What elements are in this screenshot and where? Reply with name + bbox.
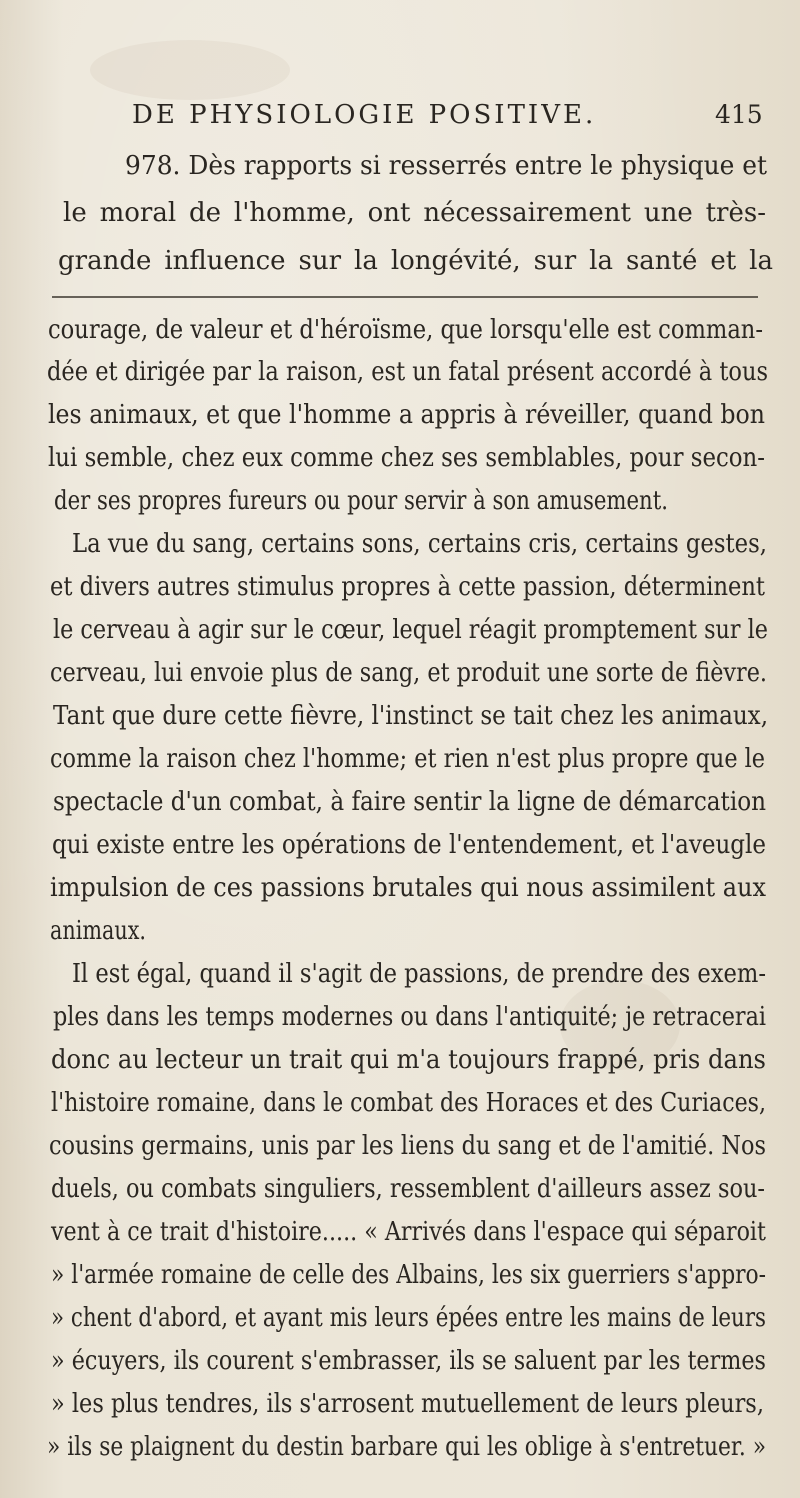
text-line: cerveau, lui envoie plus de sang, et produit une sorte de fièvre. — [50, 658, 768, 688]
text-line: impulsion de ces passions brutales qui nous assimilent aux — [50, 873, 767, 903]
text-line: le moral de l'homme, ont nécessairement une très- — [63, 198, 766, 228]
text-line: le cerveau à agir sur le cœur, lequel réagit promptement sur le — [53, 615, 768, 645]
text-line: » les plus tendres, ils s'arrosent mutuellement de leurs pleurs, — [51, 1389, 764, 1419]
running-head — [0, 100, 800, 140]
paper-stain — [90, 40, 290, 100]
text-line: courage, de valeur et d'héroïsme, que lorsqu'elle est comman- — [48, 315, 763, 345]
text-line: et divers autres stimulus propres à cette passion, déterminent — [50, 572, 766, 602]
running-head-title: DE PHYSIOLOGIE POSITIVE. — [132, 100, 597, 130]
text-line: duels, ou combats singuliers, ressemblent d'ailleurs assez sou- — [51, 1174, 765, 1204]
text-line: » ils se plaignent du destin barbare qui les oblige à s'entretuer. » — [47, 1432, 767, 1462]
text-line: ples dans les temps modernes ou dans l'antiquité; je retracerai — [53, 1002, 767, 1032]
text-line: qui existe entre les opérations de l'entendement, et l'aveugle — [52, 830, 767, 860]
text-line: cousins germains, unis par les liens du sang et de l'amitié. Nos — [49, 1131, 766, 1161]
text-line: dée et dirigée par la raison, est un fatal présent accordé à tous — [47, 357, 769, 387]
text-line: » chent d'abord, et ayant mis leurs épées entre les mains de leurs — [51, 1303, 767, 1333]
text-line: lui semble, chez eux comme chez ses semblables, pour secon- — [48, 443, 765, 473]
text-line: » écuyers, ils courent s'embrasser, ils se saluent par les termes — [51, 1346, 766, 1376]
text-line: Il est égal, quand il s'agit de passions, de prendre des exem- — [72, 959, 766, 989]
page-fold-line — [52, 296, 758, 298]
text-line: La vue du sang, certains sons, certains cris, certains gestes, — [72, 529, 768, 559]
text-line: spectacle d'un combat, à faire sentir la ligne de démarcation — [53, 787, 767, 817]
text-line: l'histoire romaine, dans le combat des Horaces et des Curiaces, — [51, 1088, 767, 1118]
text-line: animaux. — [50, 916, 146, 946]
text-line: les animaux, et que l'homme a appris à réveiller, quand bon — [48, 400, 765, 430]
text-line: donc au lecteur un trait qui m'a toujours frappé, pris dans — [51, 1045, 766, 1075]
text-line: 978. Dès rapports si resserrés entre le physique et — [125, 151, 768, 181]
text-line: comme la raison chez l'homme; et rien n'est plus propre que le — [50, 744, 766, 774]
text-line: grande influence sur la longévité, sur la santé et la — [58, 246, 773, 276]
text-line: Tant que dure cette fièvre, l'instinct se tait chez les animaux, — [53, 701, 769, 731]
page-number: 415 — [715, 100, 763, 129]
text-line: der ses propres fureurs ou pour servir à son amusement. — [54, 486, 668, 516]
text-line: » l'armée romaine de celle des Albains, les six guerriers s'appro- — [51, 1260, 767, 1290]
text-line: vent à ce trait d'histoire..... « Arrivés dans l'espace qui séparoit — [51, 1217, 766, 1247]
